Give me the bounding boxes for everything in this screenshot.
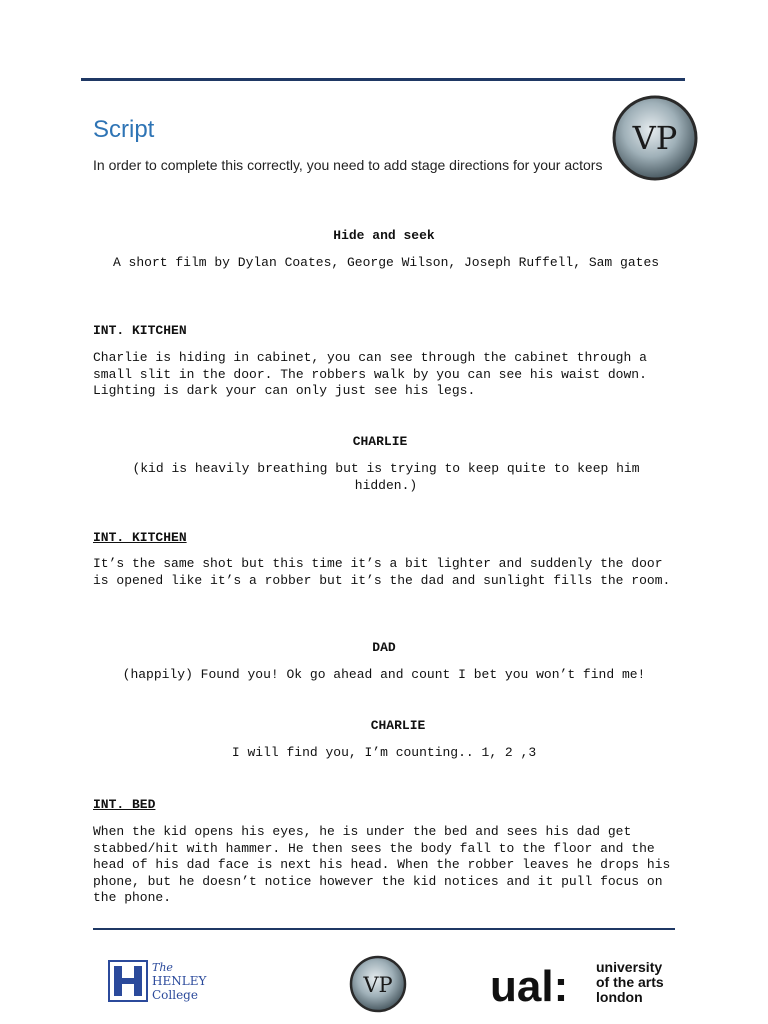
scene-heading: INT. KITCHEN <box>93 530 187 545</box>
svg-text:university: university <box>596 959 663 975</box>
henley-college-logo <box>108 958 218 1004</box>
svg-text:The: The <box>152 961 173 974</box>
scene-heading: INT. KITCHEN <box>93 323 187 338</box>
dialogue: (happily) Found you! Ok go ahead and count I bet you won’t find me! <box>122 667 646 682</box>
script-byline: A short film by Dylan Coates, George Wilson, Joseph Ruffell, Sam gates <box>112 255 660 270</box>
page-title: Script <box>93 116 155 143</box>
character-name: DAD <box>372 640 396 655</box>
script-title: Hide and seek <box>333 228 435 243</box>
vp-logo-small <box>349 955 407 1013</box>
svg-text:london: london <box>596 989 643 1005</box>
scene-action: It’s the same shot but this time it’s a bit lighter and suddenly the door is opened like it’s a robber but it’s the dad and sunlight fills the room. <box>93 556 671 588</box>
parenthetical: (kid is heavily breathing but is trying to keep quite to keep him hidden.) <box>132 461 640 493</box>
header-rule <box>81 78 685 81</box>
scene-action: When the kid opens his eyes, he is under the bed and sees his dad get stabbed/hit with hammer. He then sees the body fall to the floor and the head of his dad face is next his head. When the robber leaves he drops his phone, but he doesn’t notice however the kid notices and it pull focus on the phone. <box>93 824 671 905</box>
svg-text:College: College <box>152 988 198 1002</box>
svg-text:ual:: ual: <box>490 962 569 1010</box>
footer-rule <box>93 928 675 930</box>
intro-text: In order to complete this correctly, you need to add stage directions for your actors <box>93 157 603 173</box>
svg-text:of the arts: of the arts <box>596 974 664 990</box>
svg-text:HENLEY: HENLEY <box>152 974 207 988</box>
ual-logo <box>490 955 680 1010</box>
dialogue: I will find you, I’m counting.. 1, 2 ,3 <box>231 745 537 760</box>
character-name: CHARLIE <box>370 718 426 733</box>
svg-text:VP: VP <box>632 119 678 157</box>
vp-logo <box>612 95 698 181</box>
character-name: CHARLIE <box>352 434 408 449</box>
scene-heading: INT. BED <box>93 797 156 812</box>
scene-action: Charlie is hiding in cabinet, you can see through the cabinet through a small slit in the door. The robbers walk by you can see his waist down. Lighting is dark your can only just see his legs. <box>93 350 647 398</box>
svg-text:VP: VP <box>363 973 393 997</box>
